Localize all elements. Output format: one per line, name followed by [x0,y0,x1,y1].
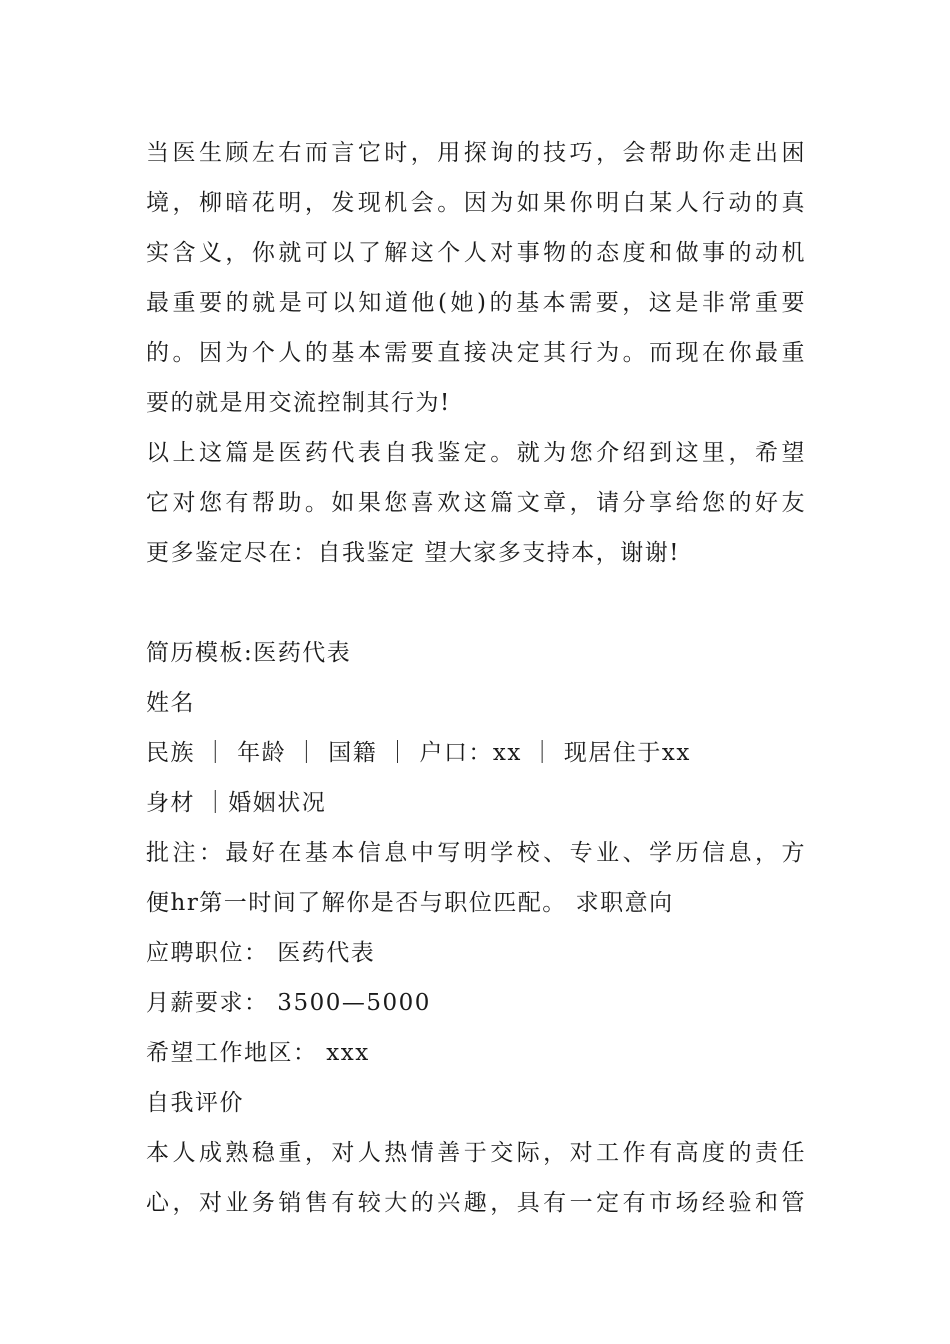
salary-line: 月薪要求： 3500—5000 [146,990,431,1016]
text-line: 境，柳暗花明，发现机会。因为如果你明白某人行动的真 [146,190,806,216]
text-line: 要的就是用交流控制其行为! [146,390,451,416]
resume-title: 简历模板:医药代表 [146,640,352,666]
text-line: 更多鉴定尽在：自我鉴定 望大家多支持本，谢谢! [146,540,681,566]
resume-section [146,628,806,1228]
intro-paragraph [146,128,806,578]
text-line: 它对您有帮助。如果您喜欢这篇文章，请分享给您的好友 [146,490,806,516]
basic-info-line: 民族 ｜ 年龄 ｜ 国籍 ｜ 户口：xx ｜ 现居住于xx [146,740,691,766]
location-line: 希望工作地区： xxx [146,1040,370,1066]
body-marital-line: 身材 ｜婚姻状况 [146,790,327,816]
self-eval-line: 心，对业务销售有较大的兴趣，具有一定有市场经验和管 [146,1190,806,1216]
note-line: 批注：最好在基本信息中写明学校、专业、学历信息，方 [146,840,806,866]
text-line: 实含义，你就可以了解这个人对事物的态度和做事的动机 [146,240,806,266]
self-eval-line: 本人成熟稳重，对人热情善于交际，对工作有高度的责任 [146,1140,806,1166]
name-label: 姓名 [146,690,195,716]
note-line: 便hr第一时间了解你是否与职位匹配。 求职意向 [146,890,674,916]
text-line: 的。因为个人的基本需要直接决定其行为。而现在你最重 [146,340,806,366]
section-spacer [146,578,806,628]
text-line: 最重要的就是可以知道他(她)的基本需要，这是非常重要 [146,290,806,316]
self-eval-heading: 自我评价 [146,1090,244,1116]
text-line: 当医生顾左右而言它时，用探询的技巧，会帮助你走出困 [146,140,806,166]
position-line: 应聘职位： 医药代表 [146,940,376,966]
document-page [146,128,806,1228]
text-line: 以上这篇是医药代表自我鉴定。就为您介绍到这里，希望 [146,440,806,466]
